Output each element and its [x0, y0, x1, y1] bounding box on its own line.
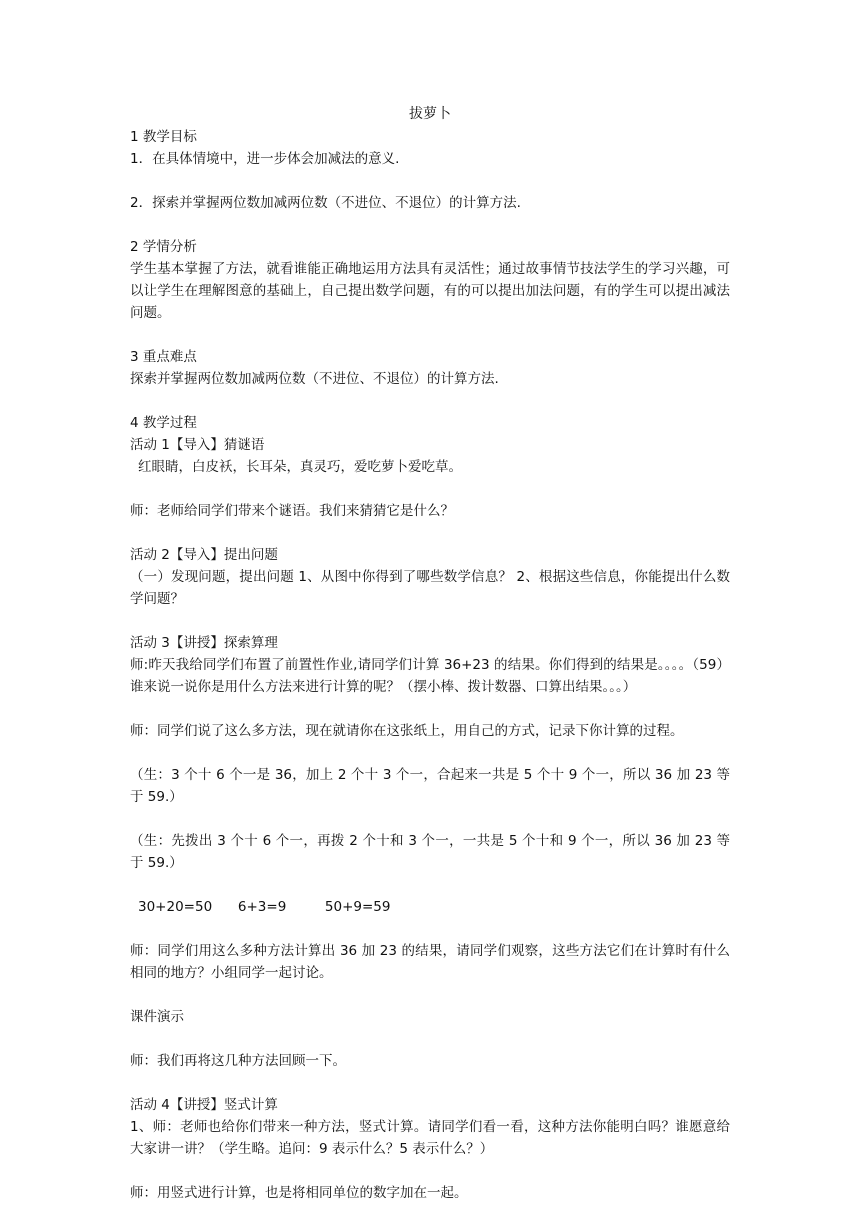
activity-3-heading: 活动 3【讲授】探索算理	[130, 635, 278, 651]
spacer	[130, 742, 730, 764]
spacer	[130, 478, 730, 500]
activity-3-paragraph-3: （生：3 个十 6 个一是 36，加上 2 个十 3 个一，合起来一共是 5 个十 9 个一，所以 36 加 23 等于 59.）	[130, 767, 730, 805]
activity-3-paragraph-5: 师：同学们用这么多种方法计算出 36 加 23 的结果，请同学们观察，这些方法它们在计算时有什么相同的地方？小组同学一起讨论。	[130, 943, 730, 981]
activity-4-paragraph-2: 师：用竖式进行计算，也是将相同单位的数字加在一起。	[130, 1185, 468, 1201]
spacer	[130, 390, 730, 412]
spacer	[130, 874, 730, 896]
review-line: 师：我们再将这几种方法回顾一下。	[130, 1053, 346, 1069]
spacer	[130, 1072, 730, 1094]
activity-4-heading: 活动 4【讲授】竖式计算	[130, 1097, 278, 1113]
document-page	[130, 104, 730, 1204]
activity-2-heading: 活动 2【导入】提出问题	[130, 547, 278, 563]
spacer	[130, 170, 730, 192]
courseware-demo-line: 课件演示	[130, 1009, 184, 1025]
spacer	[130, 698, 730, 720]
objective-item-1: 1．在具体情境中，进一步体会加减法的意义.	[130, 151, 400, 167]
section-heading-key-points: 3 重点难点	[130, 349, 197, 365]
section-heading-objectives: 1 教学目标	[130, 129, 197, 145]
spacer	[130, 214, 730, 236]
equations-line: 30+20=50 6+3=9 50+9=59	[138, 899, 391, 915]
student-analysis-paragraph: 学生基本掌握了方法，就看谁能正确地运用方法具有灵活性；通过故事情节技法学生的学习兴趣，可以让学生在理解图意的基础上，自己提出数学问题，有的可以提出加法问题，有的学生可以提出减法问题。	[130, 261, 730, 321]
spacer	[130, 522, 730, 544]
spacer	[130, 1028, 730, 1050]
objective-item-2: 2．探索并掌握两位数加减两位数（不进位、不退位）的计算方法.	[130, 195, 521, 211]
key-points-paragraph: 探索并掌握两位数加减两位数（不进位、不退位）的计算方法.	[130, 371, 499, 387]
activity-1-teacher-line: 师：老师给同学们带来个谜语。我们来猜猜它是什么？	[130, 503, 454, 519]
spacer	[130, 808, 730, 830]
document-title: 拔萝卜	[409, 106, 451, 122]
activity-4-paragraph-1: 1、师：老师也给你们带来一种方法，竖式计算。请同学们看一看，这种方法你能明白吗？谁愿意给大家讲一讲？（学生略。追问：9 表示什么？5 表示什么？）	[130, 1119, 730, 1157]
activity-1-heading: 活动 1【导入】猜谜语	[130, 437, 265, 453]
riddle-text: 红眼睛，白皮袄，长耳朵，真灵巧，爱吃萝卜爱吃草。	[138, 459, 462, 475]
spacer	[130, 324, 730, 346]
spacer	[130, 918, 730, 940]
activity-2-paragraph: （一）发现问题，提出问题 1、从图中你得到了哪些数学信息？ 2、根据这些信息，你能提出什么数学问题？	[130, 569, 730, 607]
section-heading-process: 4 教学过程	[130, 415, 197, 431]
activity-3-paragraph-4: （生：先拨出 3 个十 6 个一，再拨 2 个十和 3 个一，一共是 5 个十和 9 个一，所以 36 加 23 等于 59.）	[130, 833, 730, 871]
spacer	[130, 984, 730, 1006]
spacer	[130, 1160, 730, 1182]
activity-3-paragraph-1: 师:昨天我给同学们布置了前置性作业,请同学们计算 36+23 的结果。你们得到的结果是。。。。（59） 谁来说一说你是用什么方法来进行计算的呢？（摆小棒、拨计数器、口算出结果。。。）	[130, 657, 730, 695]
spacer	[130, 610, 730, 632]
section-heading-student-analysis: 2 学情分析	[130, 239, 197, 255]
activity-3-paragraph-2: 师：同学们说了这么多方法，现在就请你在这张纸上，用自己的方式，记录下你计算的过程。	[130, 723, 684, 739]
